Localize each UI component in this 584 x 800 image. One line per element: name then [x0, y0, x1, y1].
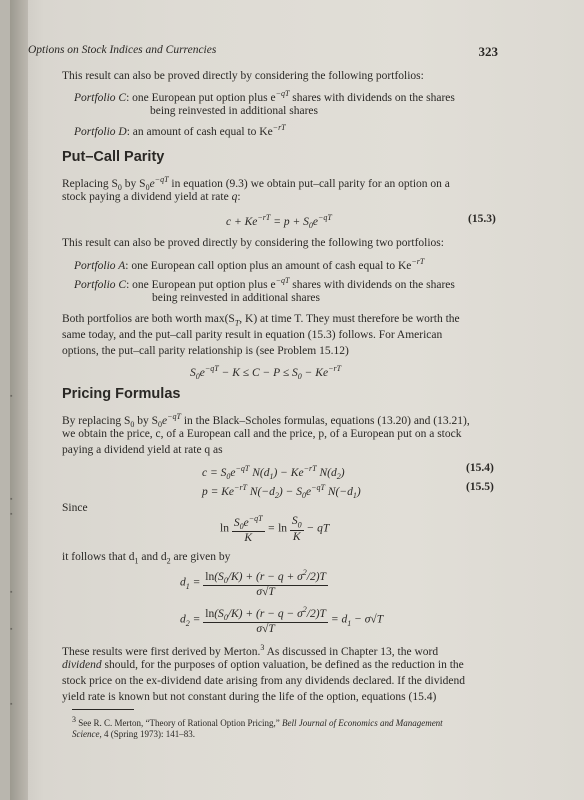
text-run: Replacing S: [62, 177, 118, 190]
paragraph-line: This result can also be proved directly by considering the following two portfolios:: [62, 237, 444, 249]
equation-log-identity: ln $\frac{S_0e^{-qT}}{K}$ = ln $\frac{S_0}{K}$ − qT: [220, 514, 330, 545]
paragraph-line: [62, 659, 464, 671]
portfolio-c-continuation: being reinvested in additional shares: [152, 292, 320, 304]
footnote-continuation: [72, 729, 195, 739]
bleed-through-text: ▪: [10, 588, 13, 596]
equation-d2: $d_2$ = $\frac{\ln(S_0/K) + (r - q - \sigma^2/2)T}{\sigma√T}$ = $d_1 - \sigma√T$: [180, 605, 384, 636]
bleed-through-text: ▪: [10, 392, 13, 400]
footnote: [72, 715, 443, 728]
text-run: by S: [134, 414, 159, 427]
running-head-title: Options on Stock Indices and Currencies: [28, 44, 217, 56]
portfolio-label: Portfolio A: [74, 259, 126, 272]
footnote-mark: 3: [72, 715, 76, 724]
paragraph-line: Replacing $S_0$ by $S_0e^{-qT}$ in equation (9.3) we obtain put–call parity for an option on a: [62, 175, 450, 193]
equation-d1: $d_1$ = $\frac{\ln(S_0/K) + (r - q + \sigma^2/2)T}{\sigma√T}$: [180, 568, 326, 599]
text-run: By replacing S: [62, 414, 131, 427]
section-heading-pricing-formulas: Pricing Formulas: [62, 386, 181, 402]
text-run: by S: [121, 177, 146, 190]
portfolio-label: Portfolio C: [74, 91, 127, 104]
text-run: Science: [72, 729, 100, 739]
bleed-through-text: ▪: [10, 700, 13, 708]
text-run: See R. C. Merton, “Theory of Rational Option Pricing,”: [78, 718, 282, 728]
paragraph-line: we obtain the price, c, of a European call and the price, p, of a European put on a stock: [62, 428, 462, 440]
page-number: 323: [478, 44, 498, 59]
portfolio-c-item: Portfolio C: one European put option plus $e^{-qT}$ shares with dividends on the shares: [74, 276, 455, 291]
paragraph-line: yield rate is known but not constant during the life of the option, equations (15.4): [62, 691, 437, 703]
text-run: Both portfolios are both worth max(S: [62, 313, 235, 325]
equation-put-call-parity: $c + Ke^{-rT} = p + S_0e^{-qT}$: [226, 213, 332, 231]
paragraph-line: options, the put–call parity relationship is (see Problem 15.12): [62, 345, 349, 357]
text-run: are given by: [170, 551, 231, 563]
text-run: in the Black–Scholes formulas, equations (13.20) and (13.21),: [180, 414, 470, 427]
equation-number: (15.4): [466, 462, 494, 474]
equation-number: (15.5): [466, 481, 494, 493]
equation-american-bounds: $S_0e^{-qT} - K \le C - P \le S_0 - Ke^{-rT}$: [190, 364, 342, 382]
footnote-rule: [72, 709, 134, 710]
portfolio-text: shares with dividends on the shares: [292, 91, 455, 104]
portfolio-label: Portfolio D: [74, 125, 127, 138]
portfolio-text: shares with dividends on the shares: [292, 278, 455, 291]
portfolio-text: one European put option plus e: [132, 278, 276, 291]
text-run: As discussed in Chapter 13, the word: [264, 645, 439, 658]
paragraph-line: stock paying a dividend yield at rate q:: [62, 191, 241, 203]
text-run: stock paying a dividend yield at rate: [62, 191, 232, 203]
text-run: dividend: [62, 659, 102, 671]
section-heading-put-call-parity: Put–Call Parity: [62, 149, 165, 165]
text-run: , 4 (Spring 1973): 141–83.: [99, 729, 195, 739]
portfolio-a-item: Portfolio A: one European call option plus an amount of cash equal to $Ke^{-rT}$: [74, 257, 425, 272]
bleed-through-text: ▪: [10, 625, 13, 633]
bleed-through-text: ▪: [10, 495, 13, 503]
portfolio-text: one European put option plus e: [132, 91, 276, 104]
paragraph-line: stock price on the ex-dividend date arising from any dividends declared. If the dividend: [62, 675, 466, 687]
text-run: Bell Journal of Economics and Management: [281, 718, 443, 728]
book-page: [10, 0, 584, 800]
bleed-through-text: ▪: [10, 510, 13, 518]
paragraph-line: Both portfolios are both worth $\max(S_T$, K) at time T. They must therefore be worth the: [62, 313, 460, 328]
paragraph-line: This result can also be proved directly by considering the following portfolios:: [62, 70, 424, 82]
paragraph-line: These results were first derived by Merton.$^3$ As discussed in Chapter 13, the word: [62, 643, 439, 658]
paragraph-line: it follows that $d_1$ and $d_2$ are given by: [62, 551, 231, 566]
paragraph-line: By replacing $S_0$ by $S_0e^{-qT}$ in the Black–Scholes formulas, equations (13.20) and (13.21),: [62, 412, 470, 430]
portfolio-text: an amount of cash equal to Ke: [132, 125, 273, 138]
portfolio-c-continuation: being reinvested in additional shares: [150, 105, 318, 117]
portfolio-label: Portfolio C: [74, 278, 127, 291]
portfolio-text: one European call option plus an amount of cash equal to Ke: [131, 259, 412, 272]
text-run: should, for the purposes of option valuation, be defined as the reduction in the: [101, 659, 464, 671]
paragraph-line: paying a dividend yield at rate q as: [62, 444, 223, 456]
text-run: it follows that d: [62, 551, 135, 563]
equation-number: (15.3): [468, 213, 496, 225]
paragraph-line: same today, and the put–call parity result in equation (15.3) follows. For American: [62, 329, 443, 341]
book-spine-shadow: [10, 0, 28, 800]
equation-put-price: $p = Ke^{-rT}$ $N(-d_2) - S_0e^{-qT}$ $N(-d_1)$: [202, 483, 361, 501]
text-run: in equation (9.3) we obtain put–call parity for an option on a: [168, 177, 450, 190]
text-run: and d: [138, 551, 167, 563]
paragraph-line: Since: [62, 502, 88, 514]
equation-call-price: $c = S_0e^{-qT}$ $N(d_1) - Ke^{-rT}$ $N(d_2)$: [202, 464, 345, 482]
portfolio-c-item: Portfolio C: one European put option plus $e^{-qT}$ shares with dividends on the shares: [74, 89, 455, 104]
portfolio-d-item: Portfolio D: an amount of cash equal to $Ke^{-rT}$: [74, 123, 286, 138]
text-run: These results were first derived by Merton.: [62, 645, 261, 658]
text-run: , K) at time T. They must therefore be worth the: [239, 313, 460, 325]
